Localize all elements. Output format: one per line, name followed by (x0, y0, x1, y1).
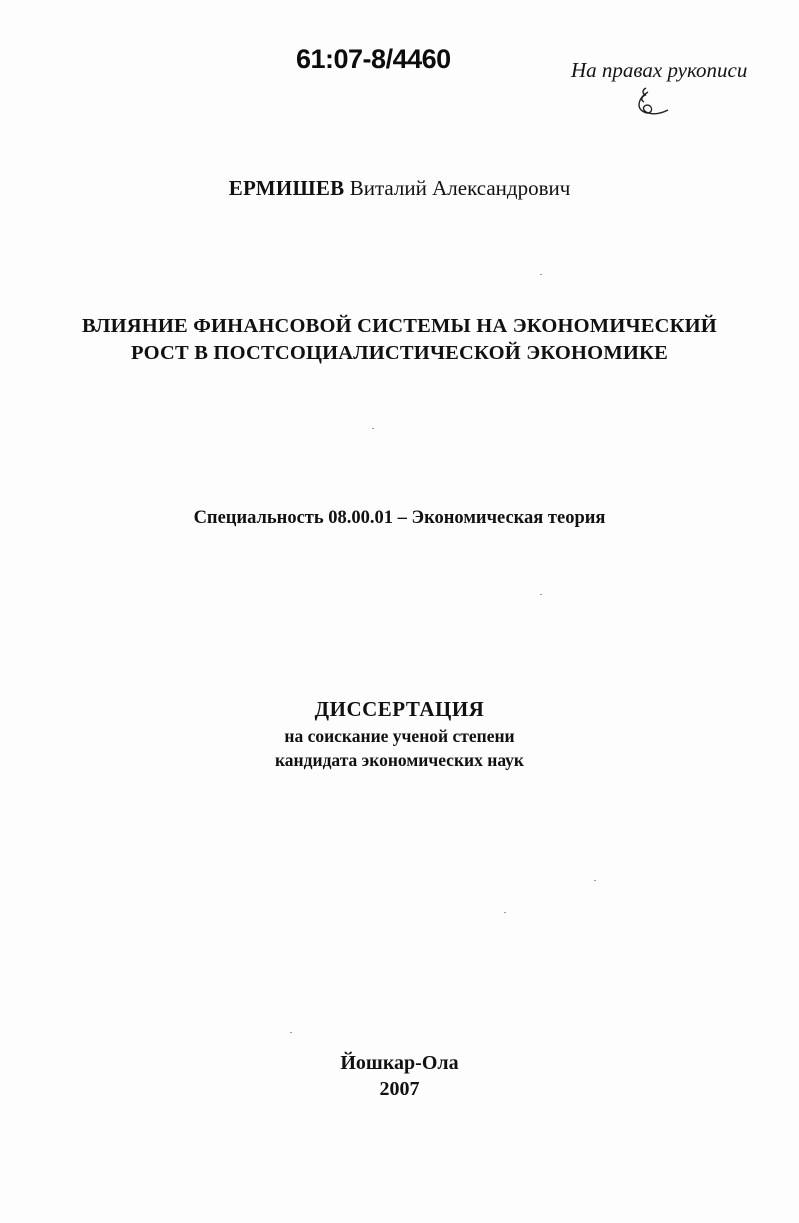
archive-code: 61:07-8/4460 (296, 44, 451, 74)
dissertation-label: ДИССЕРТАЦИЯ (314, 697, 485, 721)
specialty: Специальность 08.00.01 – Экономическая теория (193, 508, 606, 528)
title-line: ВЛИЯНИЕ ФИНАНСОВОЙ СИСТЕМЫ НА ЭКОНОМИЧЕСКИЙ (82, 315, 717, 337)
degree-line: на соискание ученой степени (284, 726, 515, 746)
author-surname: ЕРМИШЕВ (228, 176, 345, 200)
degree-line: кандидата экономических наук (274, 750, 525, 770)
scan-speck (540, 274, 542, 275)
author-name (0, 176, 799, 201)
handwritten-signature (632, 84, 672, 120)
rights-note: На правах рукописи (571, 58, 748, 82)
scan-speck (372, 428, 374, 429)
author-given-names: Виталий Александрович (349, 176, 571, 200)
city: Йошкар-Ола (340, 1052, 459, 1074)
year: 2007 (379, 1078, 420, 1100)
scan-speck (540, 594, 542, 595)
dissertation-title (0, 313, 799, 367)
scan-speck (504, 912, 506, 913)
scan-speck (290, 1032, 292, 1033)
place-and-year (0, 1050, 799, 1102)
scan-speck (594, 880, 596, 881)
dissertation-block (0, 694, 799, 772)
title-line: РОСТ В ПОСТСОЦИАЛИСТИЧЕСКОЙ ЭКОНОМИКЕ (131, 342, 668, 364)
